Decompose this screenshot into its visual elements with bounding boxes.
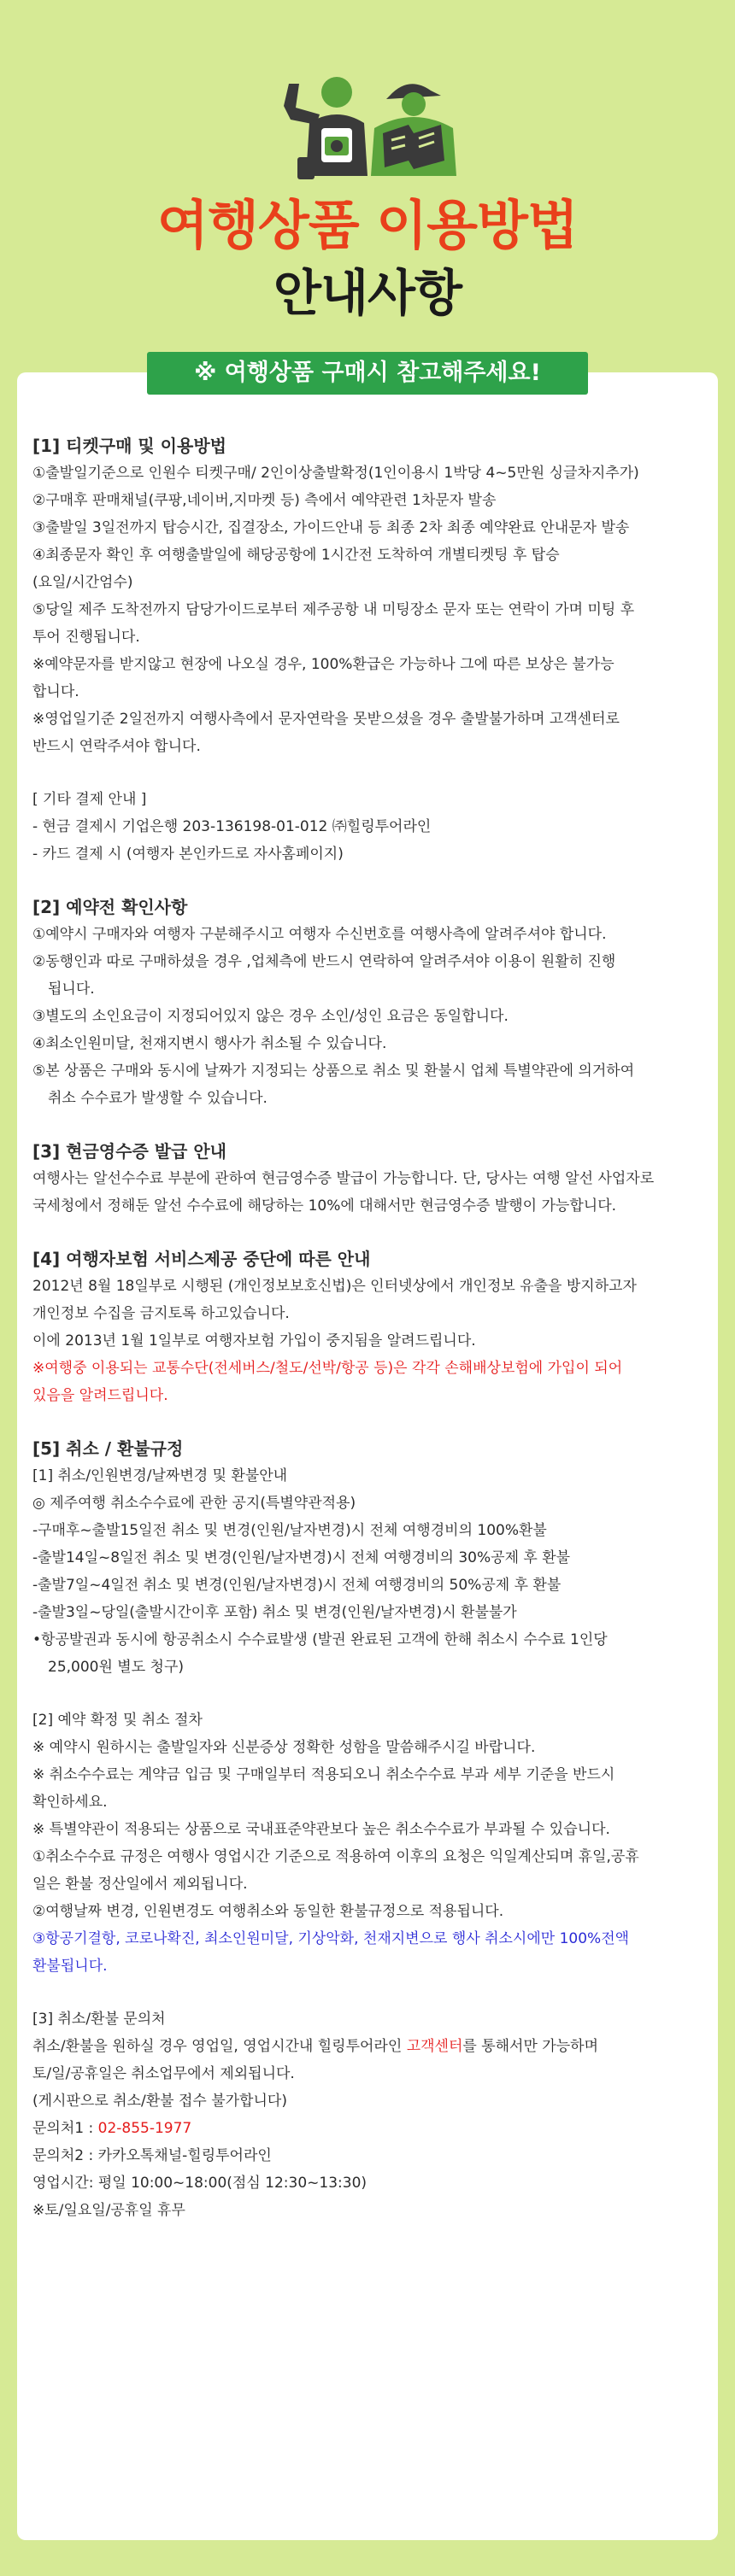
text-line: 국세청에서 정해둔 알선 수수료에 해당하는 10%에 대해서만 현금영수증 발행이 가능합니다.: [32, 1197, 617, 1215]
header-illustration: [272, 72, 463, 183]
text-line: 됩니다.: [48, 981, 95, 998]
text-line: ①취소수수료 규정은 여행사 영업시간 기준으로 적용하여 이후의 요청은 익일계산되며 휴일,공휴: [32, 1848, 639, 1865]
highlight-line: ③항공기결항, 코로나확진, 최소인원미달, 기상악화, 천재지변으로 행사 취소시에만 100%전액: [32, 1930, 630, 1947]
text-line: ※ 예약시 원하시는 출발일자와 신분증상 정확한 성함을 말씀해주시길 바랍니다.: [32, 1739, 536, 1756]
refund-rule: -출발7일~4일전 취소 및 변경(인원/날자변경)시 전체 여행경비의 50%공제 후 환불: [32, 1577, 562, 1594]
section-ticket-purchase: [32, 432, 708, 760]
warning-line: ※여행중 이용되는 교통수단(전세버스/철도/선박/항공 등)은 각각 손해배상보험에 가입이 되어: [32, 1360, 623, 1377]
text-line: ⑤당일 제주 도착전까지 담당가이드로부터 제주공항 내 미팅장소 문자 또는 연락이 가며 미팅 후: [32, 601, 635, 618]
text-line: [32, 2033, 708, 2060]
subsection-heading: [3] 취소/환불 문의처: [32, 2011, 166, 2028]
text-line: ◎ 제주여행 취소수수료에 관한 공지(특별약관적용): [32, 1495, 356, 1512]
highlight-line: 환불됩니다.: [32, 1958, 108, 1975]
page-header: [0, 0, 735, 352]
info-content: [32, 432, 708, 2224]
person-reading-map-icon: [371, 84, 456, 176]
text-line: ※ 특별약관이 적용되는 상품으로 국내표준약관보다 높은 취소수수료가 부과될 수 있습니다.: [32, 1821, 610, 1838]
text-line: 반드시 연락주셔야 합니다.: [32, 738, 201, 755]
section-heading: [5] 취소 / 환불규정: [32, 1438, 184, 1459]
section-heading: [3] 현금영수증 발급 안내: [32, 1141, 226, 1162]
refund-rule: -구매후~출발15일전 취소 및 변경(인원/날자변경)시 전체 여행경비의 100%환불: [32, 1522, 547, 1539]
warning-line: 있음을 알려드립니다.: [32, 1387, 168, 1404]
info-card: [17, 372, 718, 2540]
text-line: ⑤본 상품은 구매와 동시에 날짜가 지정되는 상품으로 취소 및 환불시 업체 특별약관에 의거하여: [32, 1063, 635, 1080]
page-title: 여행상품 이용방법: [157, 194, 578, 256]
text-line: 취소 수수료가 발생할 수 있습니다.: [48, 1090, 268, 1107]
text-line: 투어 진행됩니다.: [32, 629, 140, 646]
refund-rule: -출발14일~8일전 취소 및 변경(인원/날자변경)시 전체 여행경비의 30%공제 후 환불: [32, 1549, 571, 1566]
contact-label: 문의처1 :: [32, 2120, 98, 2137]
section-heading: [4] 여행자보험 서비스제공 중단에 따른 안내: [32, 1249, 371, 1269]
section-cash-receipt: [32, 1138, 708, 1220]
subsection-heading: [1] 취소/인원변경/날짜변경 및 환불안내: [32, 1467, 288, 1484]
phone-number: 02-855-1977: [97, 2120, 192, 2137]
section-payment-info: [32, 786, 708, 868]
text-line: 2012년 8월 18일부로 시행된 (개인정보보호신법)은 인터넷상에서 개인정보 유출을 방지하고자: [32, 1278, 637, 1295]
text-line: 개인정보 수집을 금지토록 하고있습니다.: [32, 1305, 290, 1322]
section-cancel-refund: [32, 1435, 708, 2224]
text-line: ②여행날짜 변경, 인원변경도 여행취소와 동일한 환불규정으로 적용됩니다.: [32, 1903, 504, 1920]
text-line: ①출발일기준으로 인원수 티켓구매/ 2인이상출발확정(1인이용시 1박당 4~5만원 싱글차지추가): [32, 465, 639, 482]
text-line: - 현금 결제시 기업은행 203-136198-01-012 ㈜힐링투어라인: [32, 818, 432, 835]
section-insurance: [32, 1245, 708, 1409]
text-line: 확인하세요.: [32, 1794, 108, 1811]
subsection-heading: [2] 예약 확정 및 취소 절차: [32, 1712, 203, 1729]
text-line: 합니다.: [32, 683, 79, 700]
text-part: 를 통해서만 가능하며: [462, 2038, 598, 2055]
holiday-note: ※토/일요일/공휴일 휴무: [32, 2202, 185, 2219]
section-pre-booking: [32, 893, 708, 1112]
text-line: 일은 환불 정산일에서 제외됩니다.: [32, 1876, 248, 1893]
text-line: ④최소인원미달, 천재지변시 행사가 취소될 수 있습니다.: [32, 1035, 387, 1052]
text-line: ②구매후 판매채널(쿠팡,네이버,지마켓 등) 측에서 예약관련 1차문자 발송: [32, 492, 497, 509]
text-line: - 카드 결제 시 (여행자 본인카드로 자사홈페이지): [32, 846, 344, 863]
traveler-with-camera-icon: [284, 77, 368, 179]
section-heading: [2] 예약전 확인사항: [32, 897, 188, 917]
text-line: ①예약시 구매자와 여행자 구분해주시고 여행자 수신번호를 여행사측에 알려주셔야 합니다.: [32, 926, 607, 943]
page-subtitle: 안내사항: [273, 264, 462, 322]
text-line: ③별도의 소인요금이 지정되어있지 않은 경우 소인/성인 요금은 동일합니다.: [32, 1008, 509, 1025]
contact-line: [32, 2115, 708, 2142]
text-line: 여행사는 알선수수료 부분에 관하여 현금영수증 발급이 가능합니다. 단, 당사는 여행 알선 사업자로: [32, 1170, 655, 1187]
text-line: 토/일/공휴일은 취소업무에서 제외됩니다.: [32, 2065, 295, 2082]
section-heading: [1] 티켓구매 및 이용방법: [32, 436, 226, 456]
text-line: 이에 2013년 1월 1일부로 여행자보험 가입이 중지됨을 알려드립니다.: [32, 1332, 476, 1349]
text-line: ※영업일기준 2일전까지 여행사측에서 문자연락을 못받으셨을 경우 출발불가하며 고객센터로: [32, 711, 620, 728]
text-line: ※ 취소수수료는 계약금 입금 및 구매일부터 적용되오니 취소수수료 부과 세부 기준을 반드시: [32, 1766, 615, 1783]
notice-banner: ※ 여행상품 구매시 참고해주세요!: [147, 352, 588, 395]
business-hours: 영업시간: 평일 10:00~18:00(점심 12:30~13:30): [32, 2175, 368, 2192]
payment-heading: [ 기타 결제 안내 ]: [32, 791, 147, 808]
contact-line: 문의처2 : 카카오톡채널-힐링투어라인: [32, 2147, 272, 2164]
text-line: (요일/시간엄수): [32, 574, 133, 591]
refund-rule: 25,000원 별도 청구): [48, 1659, 185, 1676]
text-line: (게시판으로 취소/환불 접수 불가합니다): [32, 2093, 287, 2110]
refund-rule: •항공발권과 동시에 항공취소시 수수료발생 (발권 완료된 고객에 한해 취소시 수수료 1인당: [32, 1631, 608, 1648]
customer-center-text: 고객센터: [406, 2038, 463, 2055]
text-line: ④최종문자 확인 후 여행출발일에 해당공항에 1시간전 도착하여 개별티켓팅 후 탑승: [32, 547, 560, 564]
text-part: 취소/환불을 원하실 경우 영업일, 영업시간내 힐링투어라인: [32, 2038, 407, 2055]
text-line: ※예약문자를 받지않고 현장에 나오실 경우, 100%환급은 가능하나 그에 따른 보상은 불가능: [32, 656, 614, 673]
refund-rule: -출발3일~당일(출발시간이후 포함) 취소 및 변경(인원/날자변경)시 환불불가: [32, 1604, 517, 1621]
text-line: ②동행인과 따로 구매하셨을 경우 ,업체측에 반드시 연락하여 알려주셔야 이용이 원활히 진행: [32, 953, 616, 970]
text-line: ③출발일 3일전까지 탑승시간, 집결장소, 가이드안내 등 최종 2차 최종 예약완료 안내문자 발송: [32, 519, 630, 536]
